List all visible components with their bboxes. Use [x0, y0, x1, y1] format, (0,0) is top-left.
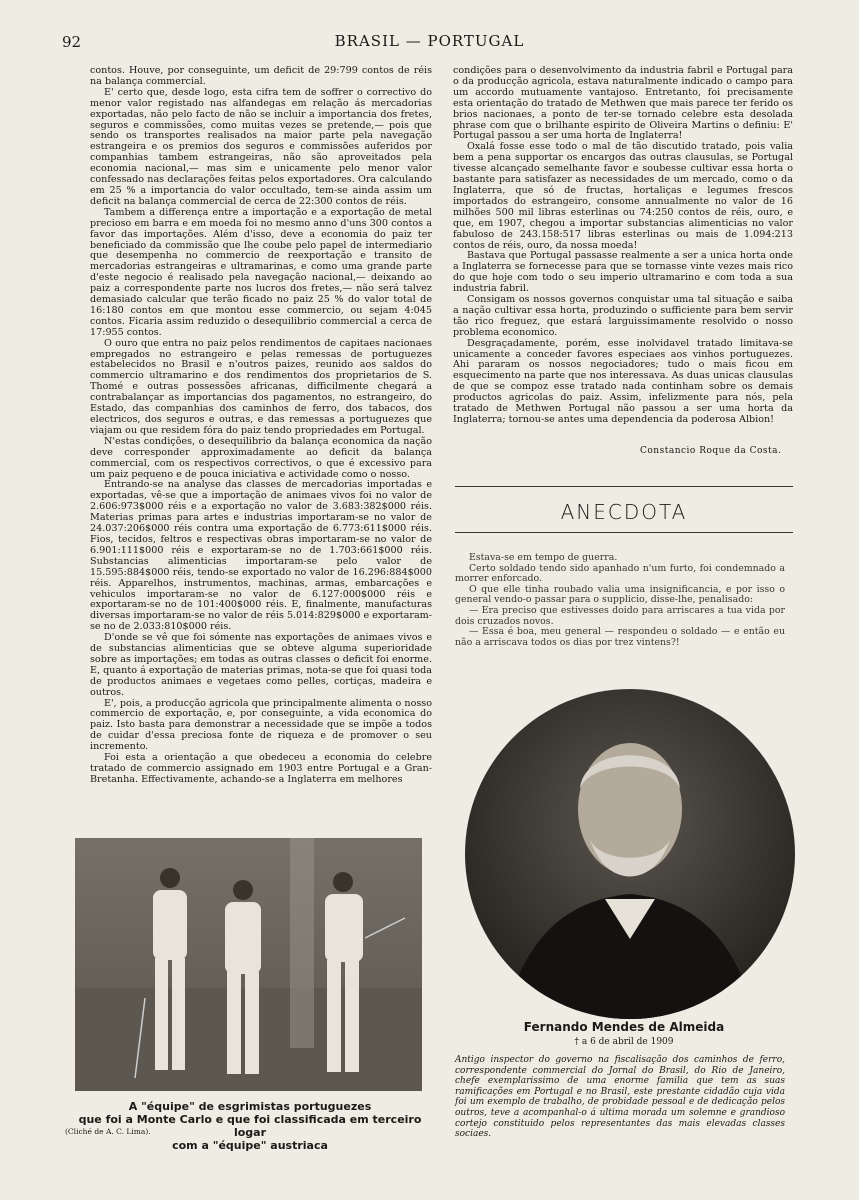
paragraph: Bastava que Portugal passasse realmente a ser a unica horta onde a Inglaterra se fornecesse para que se tornasse vinte vezes mais rico do que hoje com todo o seu imperio ultramarino e com toda a sua industria fabril.	[453, 250, 793, 295]
portrait-illustration	[465, 689, 795, 1019]
paragraph: Tambem a differença entre a importação e a exportação de metal precioso em barra e em moeda foi no mesmo anno d'uns 300 contos a favor das importações. Além d'isso, deve a economia do paiz ter beneficiado da commissão que lhe coube pelo papel de intermediario que desempenha no commercio de reexportação e transito de mercadorias estrangeiras e ultramarinas, e como uma grande parte d'este negocio é realisado pela navegação nacional,— deixando ao paiz a correspondente parte nos lucros dos fretes,— não será talvez demasiado calcular que terão ficado no paiz 25 % do valor total de 16:180 contos em que montou esse commercio, ou sejam 4:045 contos. Ficaria assim reduzido o desequilibrio commercial a cerca de 17:955 contos.	[90, 206, 432, 338]
paragraph: Entrando-se na analyse das classes de mercadorias importadas e exportadas, vê-se que a importação de animaes vivos foi no valor de 2.606:973$000 réis e a exportação no valor de 3.683:382$000 réis. Materias primas para artes e industrias importaram-se no valor de 24.037:206$000 réis contra uma exportação de 6.773:611$000 réis. Fios, tecidos, feltros e respectivas obras importaram-se no valor de 6.901:111$000 réis e exportaram-se no de 1.703:661$000 réis. Substancias alimenticias importaram-se pelo valor de 15.595:884$000 réis, tendo-se exportado no valor de 16.296:884$000 réis. Apparelhos, instrumentos, machinas, armas, embarcações e vehiculos importaram-se no valor de 6.127:000$000 réis e exportaram-se no de 101:400$000 réis. E, finalmente, manufacturas diversas importaram-se no valor de réis 5.014:829$000 e exportaram-se no de 2.033:810$000 réis.	[90, 479, 432, 633]
paragraph: O ouro que entra no paiz pelos rendimentos de capitaes nacionaes empregados no estrangeiro e pelas remessas de portuguezes estabelecidos no Brasil e n'outros paizes, reunido aos saldos do commercio ultramarino e dos rendimentos dos proprietarios de S. Thomé e outras possessões africanas, difficilmente chegará a contrabalançar as importancias dos pagamentos, no estrangeiro, do Estado, das companhias dos caminhos de ferro, dos tabacos, dos electricos, dos seguros e outras, e das remessas a portuguezes que viajam ou que residem fóra do paiz tendo propriedades em Portugal.	[90, 337, 432, 436]
paragraph: Oxalá fosse esse todo o mal de tão discutido tratado, pois valia bem a pena supportar os encargos das outras clausulas, se Portugal tivesse alcançado semelhante favor e soubesse cultivar essa horta o bastante para satisfazer as necessidades de um mercado, como o da Inglaterra, que só de fructas, hortaliças e legumes frescos importados do estrangeiro, consome annualmente no valor de 16 milhões 500 mil libras esterlinas ou 74:250 contos de réis, ouro, e que, em 1907, chegou a importar substancias alimenticias no valor fabuloso de 243.158:517 libras esterlinas ou mais de 1.094:213 contos de réis, ouro, da nossa moeda!	[453, 141, 793, 251]
paragraph: — Era preciso que estivesses doido para arriscares a tua vida por dois cruzados novos.	[455, 604, 785, 627]
right-text-column	[453, 66, 793, 426]
caption-line: com a "équipe" austriaca	[172, 1139, 328, 1152]
portrait-photo	[465, 689, 795, 1019]
paragraph: — Essa é boa, meu general — respondeu o soldado — e então eu não a arriscava todos os dias por trez vintens?!	[455, 626, 785, 648]
paragraph: Desgraçadamente, porém, esse inolvidavel tratado limitava-se unicamente a conceder favores especiaes aos vinhos portuguezes. Ahi pararam os nossos negociadores; tudo o mais ficou em esquecimento na parte que nos interessava. As duas unicas clausulas de que se compoz esse tratado nada continham sobre os demais productos agricolas do paiz. Assim, infelizmente para nós, pela tratado de Methwen Portugal não passou a ser uma horta da Inglaterra; tornou-se antes uma dependencia da poderosa Albion!	[453, 337, 793, 425]
portrait-bio: Antigo inspector do governo na fiscalisação dos caminhos de ferro, correspondente commercial do Jornal do Brasil, do Rio de Janeiro, chefe exemplarissimo de uma enorme familia que tem as suas ramificações em Portugal e no Brasil, este prestante cidadão cuja vida foi um exemplo de trabalho, de probidade pessoal e de dedicação pelos outros, teve a acompanhal-o á ultima morada um solemne e grandioso cortejo constituido pelos representantes das mais elevadas classes sociaes.	[455, 1055, 785, 1140]
paragraph: Estava-se em tempo de guerra.	[469, 552, 618, 563]
paragraph: E' certo que, desde logo, esta cifra tem de soffrer o correctivo do menor valor registado nas alfandegas em relação ás mercadorias exportadas, não pelo facto de não se incluir a importancia dos fretes, seguros e commissões, como muitas vezes se pretende,— pois que sendo os transportes realisados na maior parte pela navegação estrangeira e os premios dos seguros e commissões auferidos por companhias tambem estrangeiras, não são aproveitados pela economia nacional,— mas sim e unicamente pelo menor valor confessado nas declarações feitas pelos exportadores. Ora calculando em 25 % a importancia do valor occultado, tem-se ainda assim um deficit na balança commercial de cerca de 22:300 contos de réis.	[90, 86, 432, 207]
paragraph: N'estas condições, o desequilibrio da balança economica da nação deve corresponder approximadamente ao deficit da balança commercial, com os respectivos correctivos, o que é excessivo para um paiz pequeno e de pouca iniciativa e actividade como o nosso.	[90, 435, 432, 480]
paragraph: Certo soldado tendo sido apanhado n'um furto, foi condemnado a morrer enforcado.	[455, 562, 785, 585]
anecdote-title: ANECDOTA	[560, 500, 688, 524]
caption-line: que foi a Monte Carlo e que foi classificada em terceiro logar	[78, 1113, 422, 1139]
paragraph: Consigam os nossos governos conquistar uma tal situação e saiba a nação cultivar essa horta, produzindo o sufficiente para bem servir tão rico freguez, que estará larguissimamente resolvido o nosso problema economico.	[453, 294, 793, 338]
fencers-photo-illustration	[75, 838, 422, 1091]
page-header-title: BRASIL — PORTUGAL	[334, 32, 525, 50]
portrait-name: Fernando Mendes de Almeida	[523, 1020, 725, 1034]
portrait-date: † a 6 de abril de 1909	[574, 1037, 674, 1047]
left-text-column	[90, 66, 432, 786]
anecdote-text	[455, 553, 785, 648]
paragraph: Foi esta a orientação a que obedeceu a economia do celebre tratado de commercio assignado em 1903 entre Portugal e a Gran-Bretanha. Effectivamente, achando-se a Inglaterra em melhores	[90, 752, 432, 785]
paragraph: O que elle tinha roubado valia uma insignificancia, e por isso o general vendo-o passar para o supplicio, disse-lhe, penalisado:	[455, 583, 785, 606]
fencers-photo	[75, 838, 422, 1091]
paragraph: E', pois, a producção agricola que principalmente alimenta o nosso commercio de exportação, e, por conseguinte, a vida economica do paiz. Isto basta para demonstrar a necessidade que se impõe a todos de cuidar d'essa preciosa fonte de riqueza e de promover o seu incremento.	[90, 697, 432, 753]
paragraph: D'onde se vê que foi sómente nas exportações de animaes vivos e de substancias alimenticias que se obteve alguma superioridade sobre as importações; em todas as outras classes o deficit foi enorme. E, quanto á exportação de materias primas, nota-se que foi quasi toda de productos animaes e vegetaes como pelles, cortiças, madeira e outros.	[90, 632, 432, 698]
divider-rule	[455, 532, 793, 533]
caption-line: A "équipe" de esgrimistas portuguezes	[128, 1100, 372, 1113]
photo-credit: (Cliché de A. C. Lima).	[65, 1127, 151, 1136]
divider-rule	[455, 486, 793, 487]
paragraph: condições para o desenvolvimento da industria fabril e Portugal para o da producção agricola, estava naturalmente indicado o campo para um accordo mutuamente vantajoso. Entretanto, foi precisamente esta orientação do tratado de Methwen que mais parece ter ferido os brios nacionaes, a ponto de ter-se tornado celebre esta desolada phrase com que o brilhante espirito de Oliveira Martins o definiu: E' Portugal passou a ser uma horta de Inglaterra!	[453, 65, 793, 142]
author-signature: Constancio Roque da Costa.	[640, 446, 782, 456]
page-number: 92	[62, 33, 82, 51]
fencers-photo-caption	[65, 1100, 435, 1152]
paragraph: contos. Houve, por conseguinte, um deficit de 29:799 contos de réis na balança commercial.	[90, 65, 432, 87]
